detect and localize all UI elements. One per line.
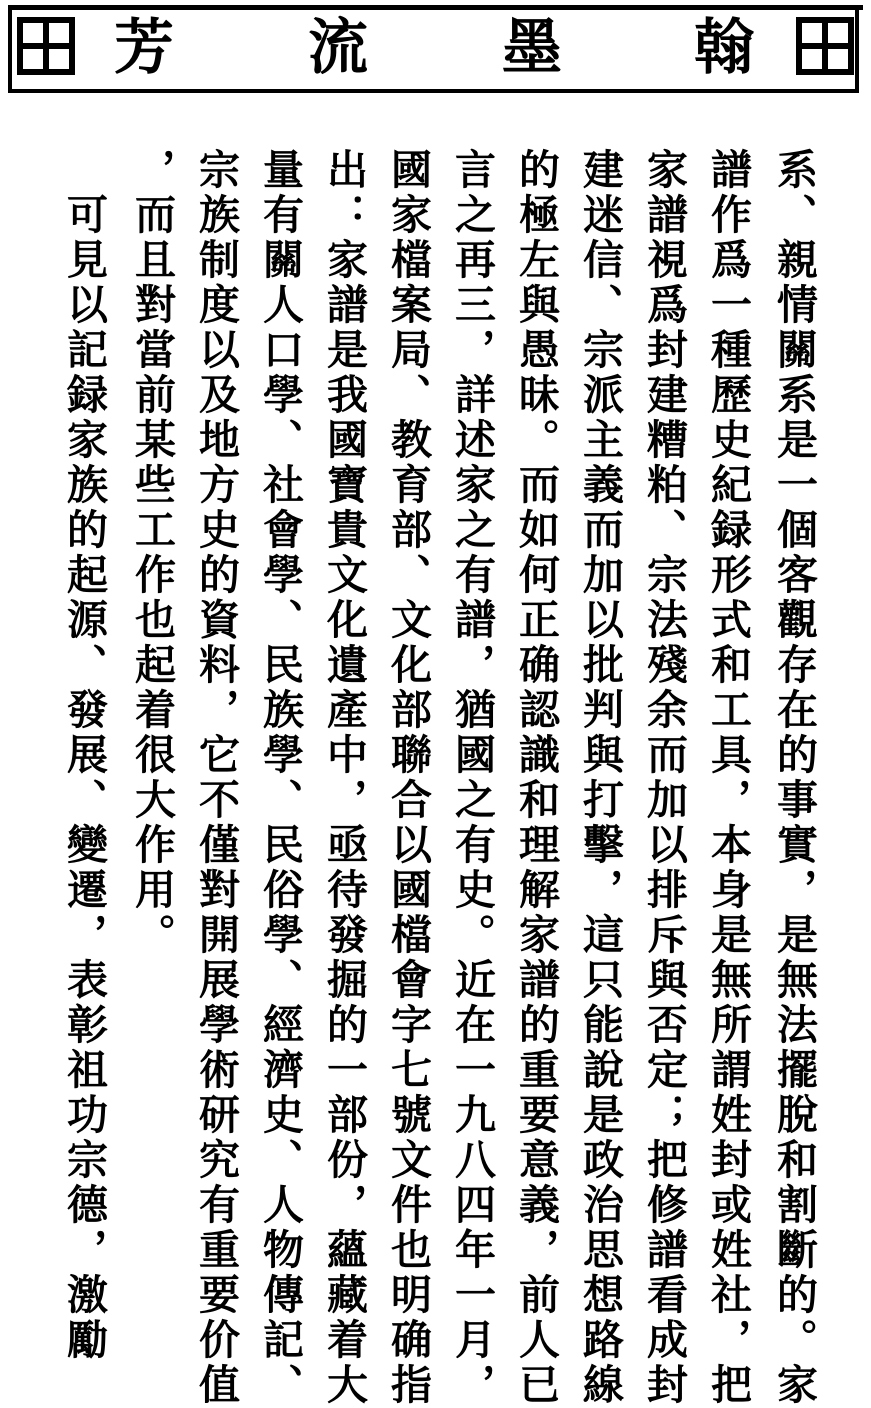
text-column-1: 系、親情關系是一個客觀存在的事實，是無法擺脫和割斷的。家 — [770, 148, 818, 1408]
text-column-9: 量有關人口學、社會學、民族學、民俗學、經濟史、人物傳記、 — [256, 148, 304, 1408]
text-column-2: 譜作爲一種歷史紀録形式和工具，本身是無所謂姓封或姓社，把 — [704, 148, 752, 1408]
title-char-3: 流 — [308, 13, 368, 83]
title-char-4: 芳 — [114, 13, 174, 83]
text-column-7: 國家檔案局、教育部、文化部聯合以國檔會字七號文件也明确指 — [384, 148, 432, 1408]
text-column-11: ，而且對當前某些工作也起着很大作用。 — [128, 148, 176, 958]
left-fret-ornament-icon — [14, 14, 78, 78]
text-column-4: 建迷信、宗派主義而加以批判與打擊，這只能說是政治思想路線 — [576, 148, 624, 1408]
text-column-5: 的極左與愚昧。而如何正确認識和理解家譜的重要意義，前人已 — [512, 148, 560, 1408]
text-column-12: 可見以記録家族的起源、發展、變遷，表彰祖功宗德，激勵 — [60, 148, 108, 1363]
text-column-10: 宗族制度以及地方史的資料，它不僅對開展學術研究有重要价值 — [192, 148, 240, 1408]
text-column-8: 出：家譜是我國寶貴文化遺產中，亟待發掘的一部份，蘊藏着大 — [320, 148, 368, 1408]
title-char-2: 墨 — [502, 13, 562, 83]
text-column-3: 家譜視爲封建糟粕、宗法殘余而加以排斥與否定；把修譜看成封 — [640, 148, 688, 1408]
title-char-1: 翰 — [694, 13, 754, 83]
text-column-6: 言之再三，詳述家之有譜，猶國之有史。近在一九八四年一月， — [448, 148, 496, 1408]
right-fret-ornament-icon — [793, 14, 857, 78]
